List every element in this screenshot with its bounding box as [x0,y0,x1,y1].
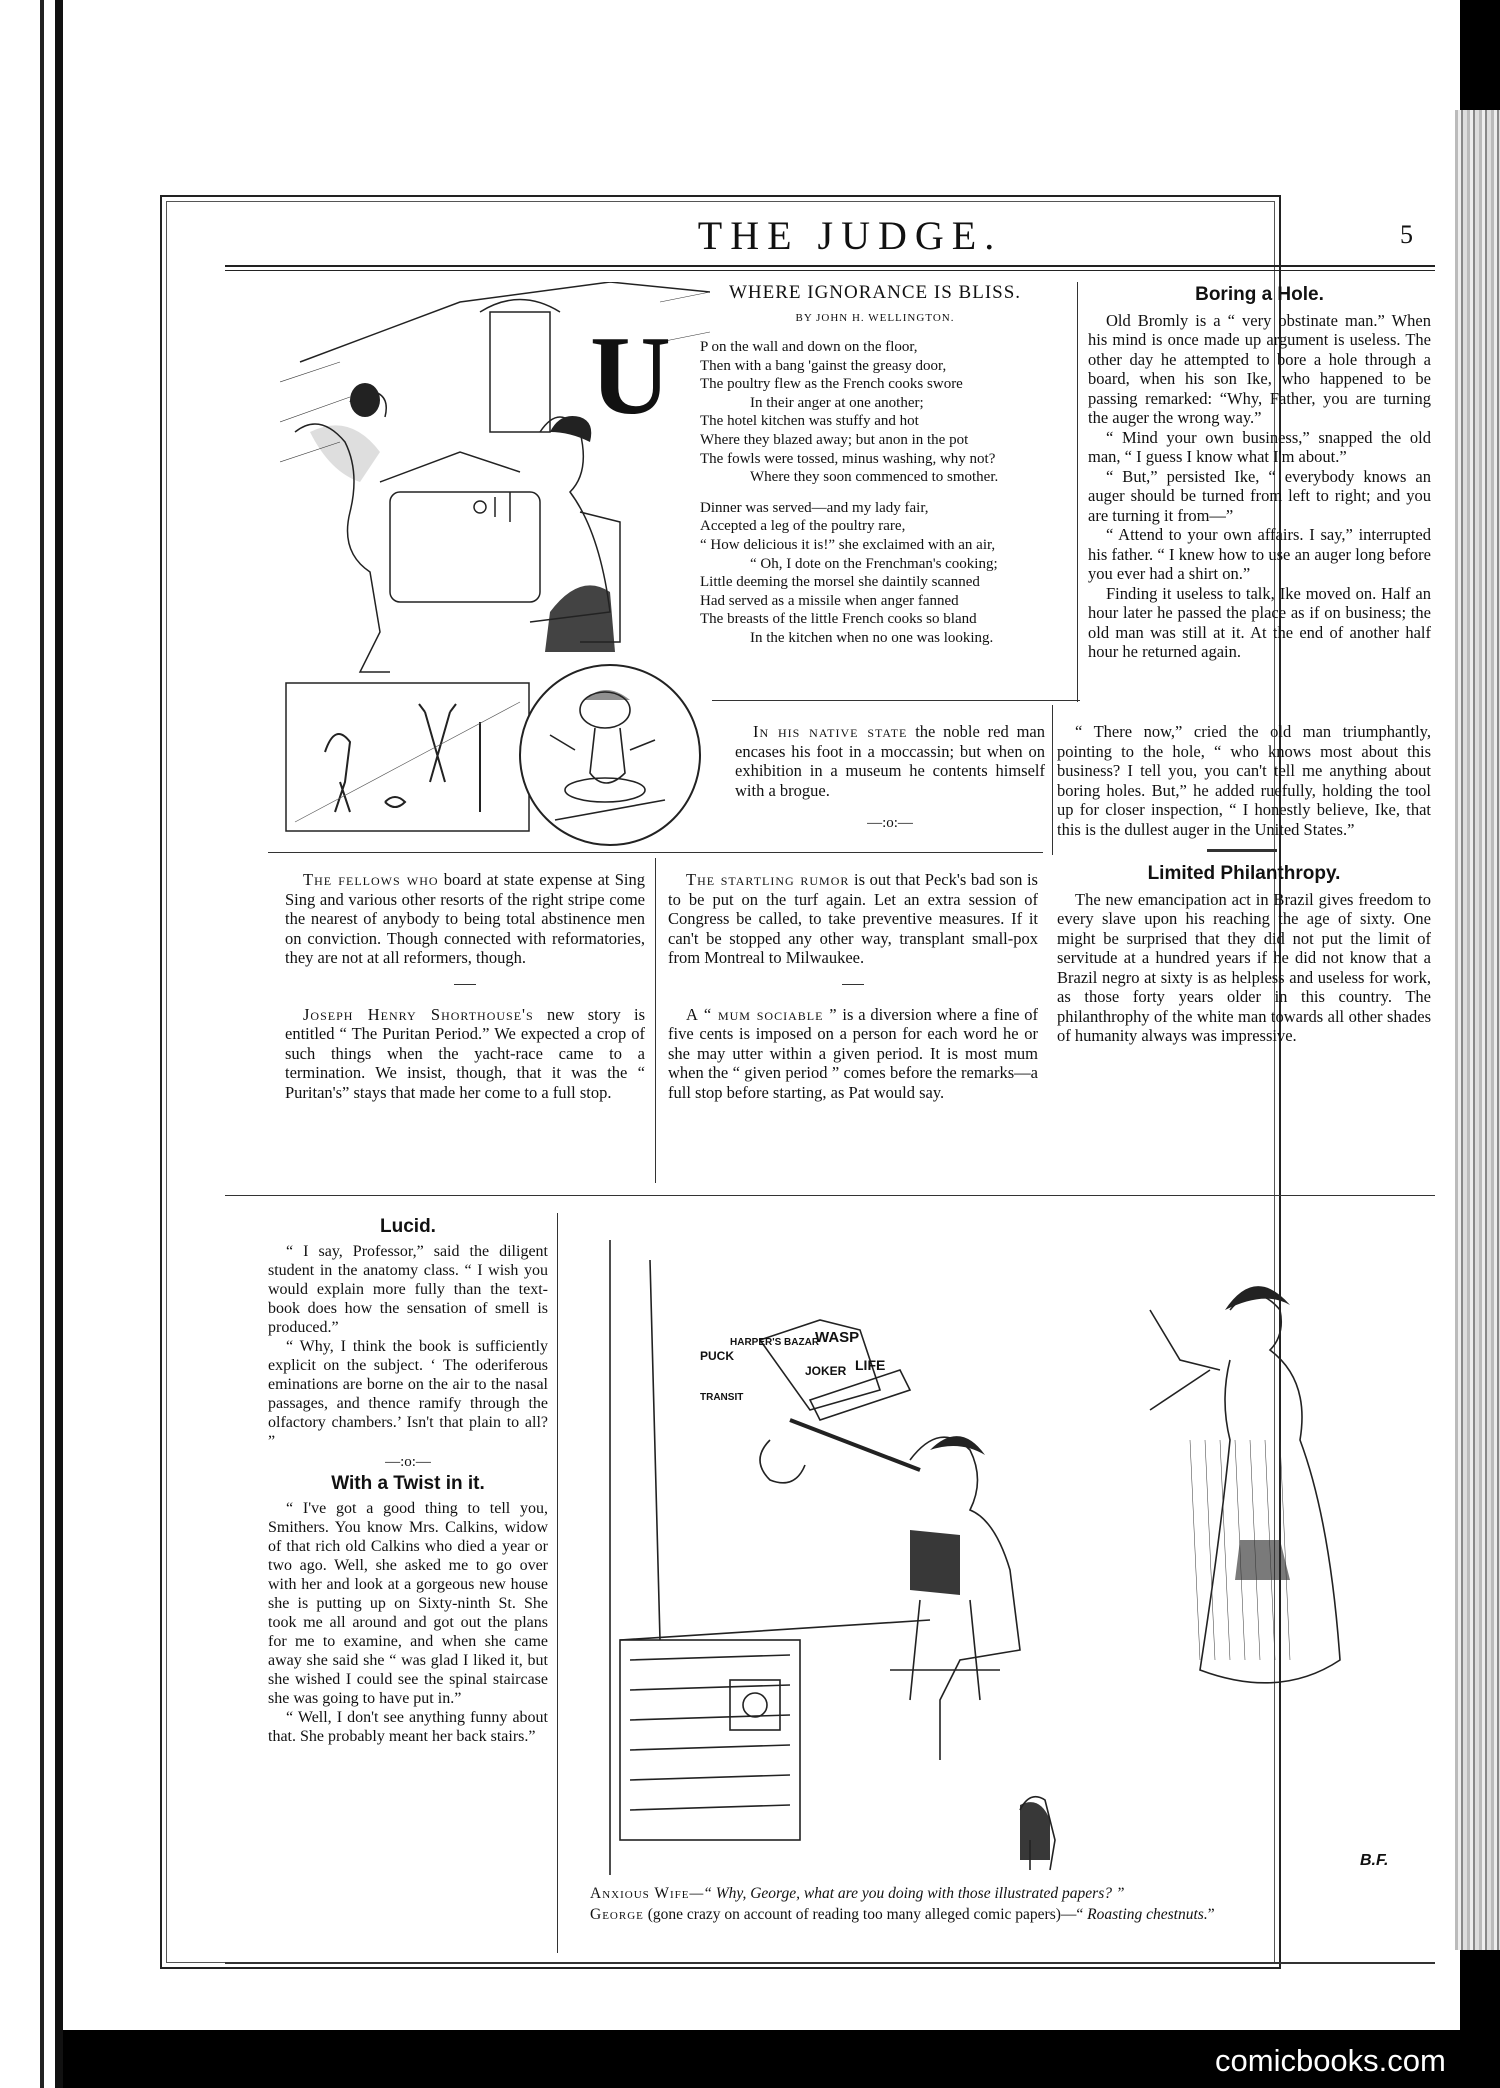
poem-byline: BY JOHN H. WELLINGTON. [795,311,955,324]
artist-signature: B.F. [1360,1852,1389,1869]
caption-wife-lead: Anxious Wife [590,1885,690,1902]
caption-george-end: ” [1207,1906,1215,1923]
paper-label-puck: PUCK [700,1349,735,1363]
poem-line: Had served as a missile when anger fanned [700,592,959,609]
separator: —:o:— [385,1454,431,1470]
poem-line: Then with a bang 'gainst the greasy door, [700,357,947,374]
fellows-text: board at state expense at Sing Sing and various other resorts of the right stripe come the nearest of anybody to being total abstinence men on conviction. Though connected with reformatories, they are not at all reformers, though. [285,870,645,967]
poem-line: The hotel kitchen was stuffy and hot [700,413,919,430]
boring-paragraph: Old Bromly is a “ very obstinate man.” When his mind is once made up argument is useless. The other day he attempted to bore a hole through a board, when his son Ike, who happened to be passing remarked: “Why, Father, you are turning the auger the wrong way.” [1088,310,1431,427]
poem-column [700,283,1050,648]
separator: —:o:— [867,815,913,831]
caption-george-quote: Roasting chestnuts. [1087,1906,1208,1923]
paper-label-wasp: WASP [815,1329,860,1346]
column-rule [1052,705,1053,855]
native-lead: In his native state [753,722,908,741]
column-rule [557,1213,558,1953]
lucid-column [268,1215,548,1746]
poem-line: Accepted a leg of the poultry rare, [700,518,906,535]
rumor-text: is out that Peck's bad son is to be put on the turf again. Let an extra session of Congress be called, to take preventive measures. If it can't be stopped any other way, transplant small-pox from Montreal to Milwaukee. [668,870,1038,967]
fellows-lead: The fellows who [303,870,439,889]
footer-rule [225,1962,1435,1964]
poem-line: The breasts of the little French cooks so bland [700,611,977,628]
watermark: comicbooks.com [1215,2043,1446,2078]
poem-line: Little deeming the morsel she daintily scanned [700,574,980,591]
boring-paragraph: “ There now,” cried the old man triumphantly, pointing to the hole, “ who knows most about this business? I tell you, you can't tell me anything about boring holes. But,” he added ruefully, holding the tool up for closer inspection, “ I honestly believe, Ike, that this is the dullest auger in the United States.” [1057,722,1431,839]
poem-line: Dinner was served—and my lady fair, [700,499,929,516]
native-text: the noble red man encases his foot in a moccassin; but when on exhibition in a museum he contents himself with a brogue. [735,722,1045,800]
roast-fowl-vignette [515,660,705,850]
poem-title: WHERE IGNORANCE IS BLISS. [728,282,1022,303]
twist-title: With a Twist in it. [331,1473,485,1494]
twist-paragraph: “ Well, I don't see anything funny about that. She probably meant her back stairs.” [268,1709,548,1745]
short-rule [454,984,476,985]
poem-line: P on the wall and down on the floor, [700,339,918,355]
boring-column [1088,283,1431,662]
poem-bottom-rule [712,700,1080,701]
shorthouse-text: new story is entitled “ The Puritan Period.” We expected a crop of such things when the yacht-race came to a termination. We insist, though, that it was the “ Puritan's” stays that made her come to a full stop. [285,1004,645,1102]
binding-gutter [55,0,63,2088]
boring-paragraph: “ Mind your own business,” snapped the old man, “ I guess I know what I'm about.” [1088,427,1431,466]
twist-paragraph: “ I've got a good thing to tell you, Smithers. You know Mrs. Calkins, widow of that rich old Calkins who died a year or two ago. Well, she asked me to go over with her and look at a gorgeous new house she is putting up on Sixty-ninth St. She took me all around and got out the plans for me to examine, and when she came away she said she “ was glad I liked it, but she wished I could see the spinal staircase she was going to have put in.” [268,1500,548,1707]
boring-column-lower [1057,722,1431,1046]
poem-line: In the kitchen when no one was looking. [750,629,994,646]
lucid-paragraph: “ I say, Professor,” said the diligent student in the anatomy class. “ I wish you would explain more fully than the text-book does how the sensation of smell is produced.” [268,1243,548,1336]
page-number: 5 [1400,220,1413,249]
poem-line: The poultry flew as the French cooks swore [700,376,963,393]
caption-george-mid: (gone crazy on account of reading too many alleged comic papers)—“ [643,1906,1088,1923]
rumor-column [668,870,1038,1102]
poem-line: Where they soon commenced to smother. [750,469,999,486]
lucid-title: Lucid. [380,1216,436,1237]
boring-paragraph: “ But,” persisted Ike, “ everybody knows an auger should be turned from left to right; and you are turning it from—” [1088,466,1431,525]
anxious-wife-cartoon [590,1240,1450,1875]
section-rule [225,1195,1435,1196]
poem-body [700,338,1050,648]
rumor-lead: The startling rumor [686,870,850,889]
column-rule [655,858,656,1183]
paper-label-life: LIFE [855,1357,886,1373]
paper-label-bazar: HARPER'S BAZAR [730,1337,820,1348]
column-rule [1077,282,1078,702]
caption-george-lead: George [590,1906,644,1923]
drop-cap: U [590,314,671,438]
caption-wife-text: —“ Why, George, what are you doing with those illustrated papers? ” [689,1885,1125,1902]
poem-line: “ How delicious it is!” she exclaimed with an air, [700,536,996,553]
paper-label-joker: JOKER [805,1364,847,1378]
native-item [735,722,1045,840]
section-rule [1207,849,1277,852]
boring-paragraph: Finding it useless to talk, Ike moved on. Half an hour later he passed the place as if on business; the old man was still at it. At the end of another half hour he returned again. [1088,583,1431,661]
section-rule [268,852,1043,853]
stacked-page-edges [1455,110,1500,1950]
poem-line: The fowls were tossed, minus washing, why not? [700,450,996,467]
philanthropy-title: Limited Philanthropy. [1147,863,1341,884]
mum-text: is a diversion where a fine of five cents is imposed on a person for each word he or she may utter within a given period. It is most mum when the “ given period ” comes before the remarks—a full stop before starting, as Pat would say. [668,1004,1039,1102]
masthead: THE JUDGE. [697,213,1003,258]
cartoon-caption [590,1883,1450,1925]
mum-lead: A “ mum sociable ” [686,1004,838,1024]
lucid-paragraph: “ Why, I think the book is sufficiently explicit on the subject. ‘ The oderiferous eminations are borne on the air to the nasal passages, and thence ramify through the olfactory chambers.’ Isn't that plain to all? ” [268,1338,548,1450]
paper-label-transit: TRANSIT [700,1392,744,1403]
boring-paragraph: “ Attend to your own affairs. I say,” interrupted his father. “ I knew how to use an auger long before you ever had a shirt on.” [1088,525,1431,583]
poem-line: Where they blazed away; but anon in the pot [700,431,969,448]
fellows-column [285,870,645,1102]
header-rule-thin [225,270,1435,271]
shorthouse-lead: Joseph Henry Shorthouse's [303,1004,534,1024]
header-rule [225,265,1435,267]
poem-line: “ Oh, I dote on the Frenchman's cooking; [750,555,998,572]
short-rule [842,984,864,985]
poem-line: In their anger at one another; [750,394,924,411]
boring-title: Boring a Hole. [1195,284,1324,305]
utensils-vignette [285,682,530,832]
left-page-edge [0,0,55,2088]
philanthropy-text: The new emancipation act in Brazil gives freedom to every slave upon his reaching the age of sixty. One might be surprised that they did not put the limit of servitude at a hundred years if he did not know that a Brazil negro at sixty is as helpless and useless for work, as those forty years older in this country. The philanthrophy of the white man towards all other shades of humanity always was impressive. [1057,889,1431,1045]
